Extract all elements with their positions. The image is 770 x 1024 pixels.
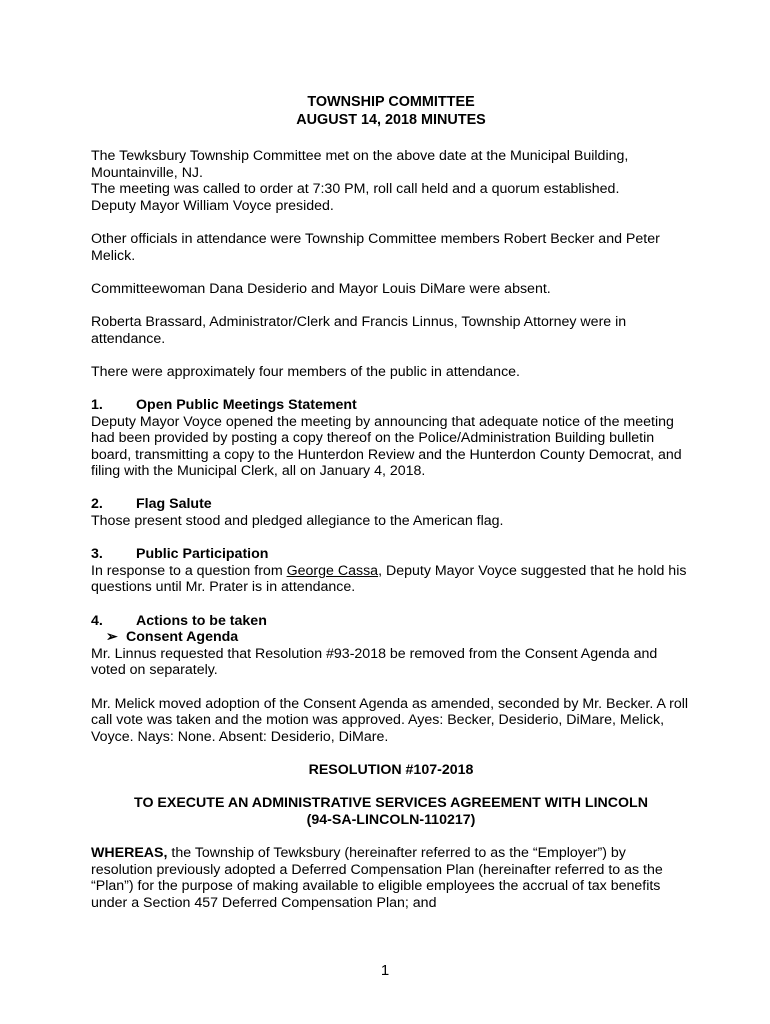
document-subtitle: AUGUST 14, 2018 MINUTES: [296, 112, 486, 128]
intro-line-1: The Tewksbury Township Committee met on the above date at the Municipal Building, Mountainville, NJ.: [91, 148, 629, 181]
section-3-title: Public Participation: [136, 546, 269, 563]
section-3-body-pre: In response to a question from: [91, 562, 287, 579]
absent-paragraph: Committeewoman Dana Desiderio and Mayor Louis DiMare were absent.: [91, 280, 551, 297]
section-2-title: Flag Salute: [136, 496, 212, 513]
section-3-body-post: , Deputy Mayor Voyce suggested that he hold his questions until Mr. Prater is in attendance.: [91, 562, 687, 596]
section-1-body: Deputy Mayor Voyce opened the meeting by announcing that adequate notice of the meeting had been provided by posting a copy thereof on the Police/Administration Building bulletin board, transmitting a copy to the Hunterdon Review and the Hunterdon County Democrat, and filing with the Municipal Clerk, all on January 4, 2018.: [91, 413, 682, 480]
section-3-body: [91, 563, 691, 596]
staff-paragraph: Roberta Brassard, Administrator/Clerk and Francis Linnus, Township Attorney were in attendance.: [91, 313, 627, 347]
resolution-title-line-2: (94-SA-LINCOLN-110217): [306, 811, 476, 828]
section-1-title: Open Public Meetings Statement: [136, 396, 357, 413]
section-1-heading: [91, 397, 691, 414]
public-paragraph: There were approximately four members of the public in attendance.: [91, 363, 520, 380]
section-3-heading: [91, 546, 691, 563]
whereas-text: the Township of Tewksbury (hereinafter referred to as the “Employer”) by resolution previously adopted a Deferred Compensation Plan (hereinafter referred to as the “Plan”) for the purpose of making available to eligible employees the accrual of tax benefits under a Section 457 Deferred Compensation Plan; and: [91, 844, 663, 911]
resolution-number: RESOLUTION #107-2018: [308, 761, 474, 778]
section-2-body: Those present stood and pledged allegiance to the American flag.: [91, 513, 504, 530]
section-3-name-link: George Cassa: [286, 562, 379, 579]
intro-line-3: Deputy Mayor William Voyce presided.: [91, 197, 334, 214]
section-4-body-2: Mr. Melick moved adoption of the Consent Agenda as amended, seconded by Mr. Becker. A roll call vote was taken and the motion was approved. Ayes: Becker, Desiderio, DiMare, Melick, Voyce. Nays: None. Absent: Desiderio, DiMare.: [91, 695, 689, 745]
section-4-number: 4.: [91, 612, 103, 629]
section-1-number: 1.: [91, 396, 103, 413]
consent-agenda-bullet: [91, 629, 691, 646]
section-2-heading: [91, 496, 691, 513]
section-4-heading: [91, 613, 691, 630]
section-3-number: 3.: [91, 546, 103, 563]
arrow-bullet-icon: ➢: [106, 629, 118, 646]
page-number: 1: [380, 962, 390, 979]
document-title: TOWNSHIP COMMITTEE: [307, 94, 475, 110]
intro-line-2: The meeting was called to order at 7:30 PM, roll call held and a quorum established.: [91, 181, 620, 198]
document-body: [91, 93, 691, 911]
resolution-title-line-1: TO EXECUTE AN ADMINISTRATIVE SERVICES AGREEMENT WITH LINCOLN: [134, 795, 648, 812]
whereas-label: WHEREAS,: [91, 844, 168, 861]
officials-paragraph: Other officials in attendance were Township Committee members Robert Becker and Peter Melick.: [91, 230, 660, 264]
section-2-number: 2.: [91, 496, 103, 513]
consent-agenda-label: Consent Agenda: [126, 629, 239, 646]
section-4-body: Mr. Linnus requested that Resolution #93-2018 be removed from the Consent Agenda and voted on separately.: [91, 645, 658, 679]
whereas-paragraph: [91, 845, 691, 911]
section-4-title: Actions to be taken: [136, 612, 267, 629]
